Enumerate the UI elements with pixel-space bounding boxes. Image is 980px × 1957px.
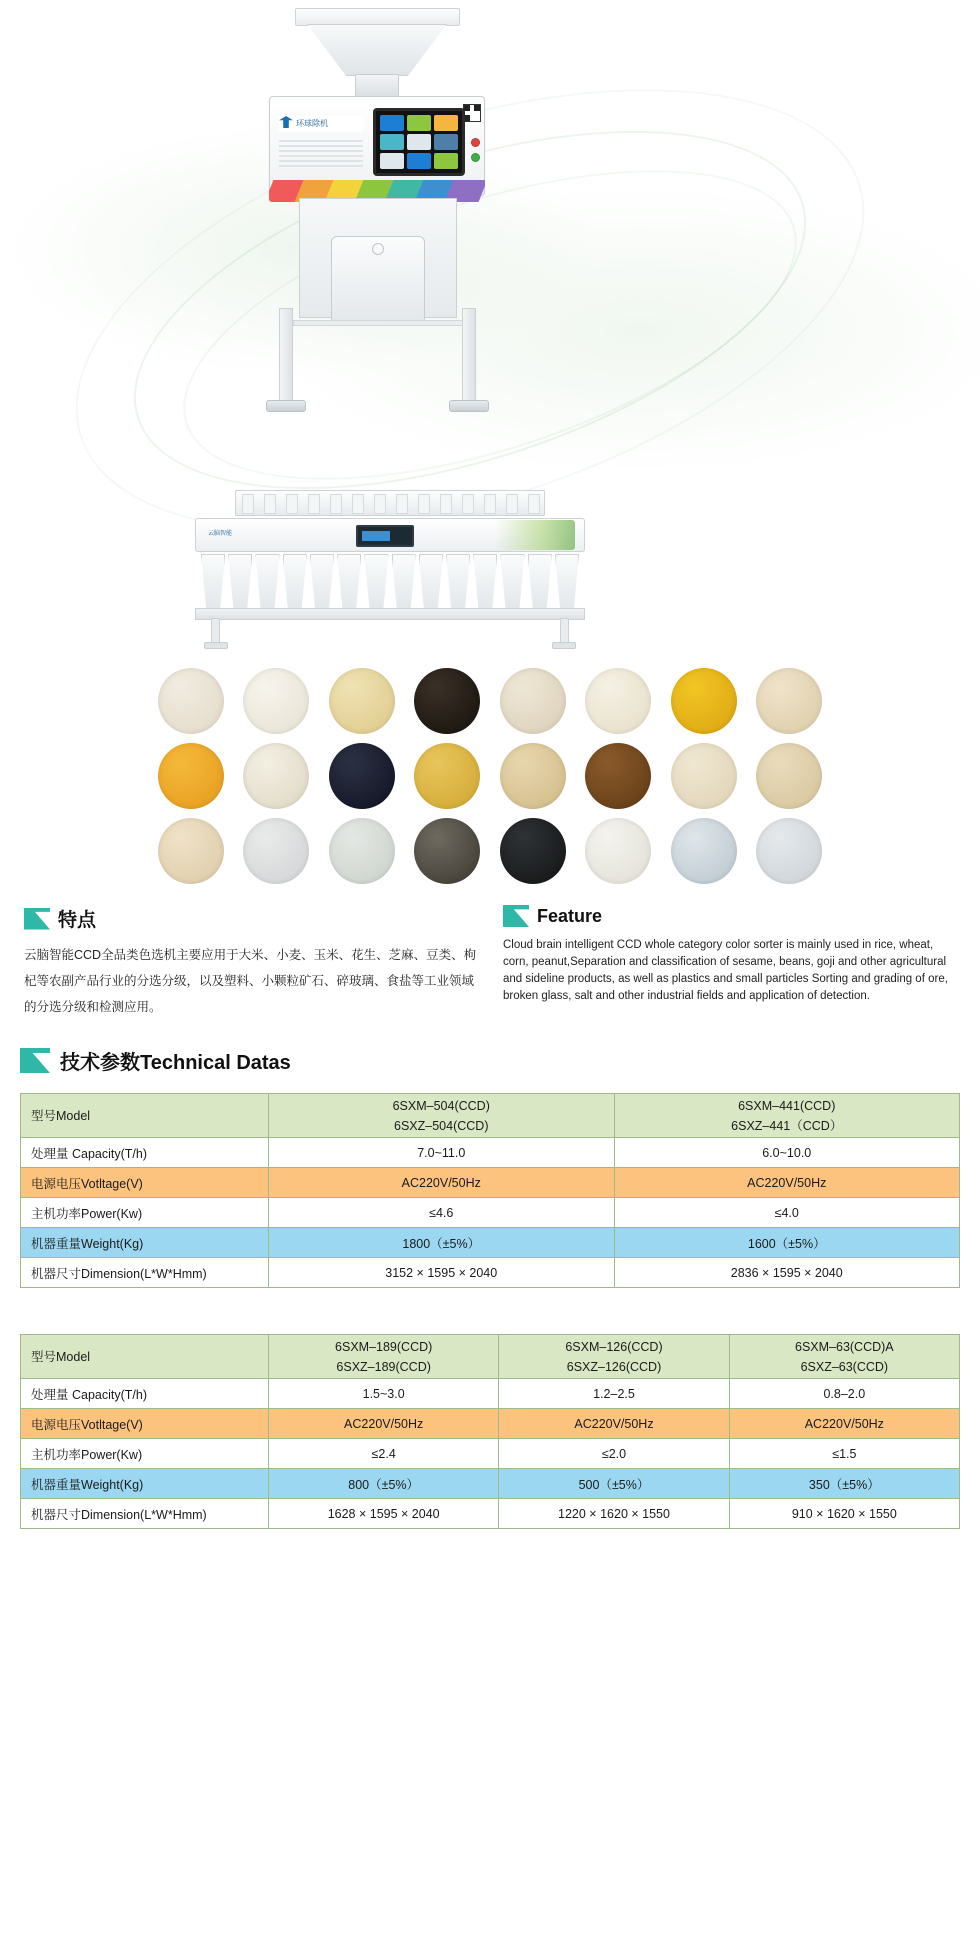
wide-touchscreen[interactable] bbox=[356, 525, 414, 547]
product-sample bbox=[578, 818, 660, 887]
product-sample-image bbox=[243, 818, 309, 884]
product-sample-image bbox=[756, 668, 822, 734]
product-sample-image bbox=[500, 668, 566, 734]
spec-cell: 500（±5%） bbox=[499, 1469, 729, 1499]
product-sample bbox=[321, 668, 403, 737]
feature-en-title: Feature bbox=[537, 905, 603, 926]
spec-cell: 2836 × 1595 × 2040 bbox=[614, 1258, 960, 1288]
product-sample bbox=[663, 668, 745, 737]
product-sample bbox=[150, 743, 232, 812]
spec-cell: 0.8–2.0 bbox=[729, 1379, 959, 1409]
qr-code-icon bbox=[463, 104, 481, 122]
spec-cell: ≤4.0 bbox=[614, 1198, 960, 1228]
spec-cell: 1.2–2.5 bbox=[499, 1379, 729, 1409]
product-sample bbox=[236, 743, 318, 812]
spec-cell: 6SXM–63(CCD)A 6SXZ–63(CCD) bbox=[729, 1335, 959, 1379]
spec-cell: AC220V/50Hz bbox=[614, 1168, 960, 1198]
product-sample bbox=[321, 743, 403, 812]
product-sample bbox=[407, 818, 489, 887]
hopper-neck bbox=[355, 74, 399, 98]
vent-slots bbox=[279, 140, 363, 164]
product-sample-image bbox=[585, 668, 651, 734]
wide-color-sorter-image bbox=[195, 490, 585, 650]
spec-cell: ≤2.0 bbox=[499, 1439, 729, 1469]
spec-cell: 910 × 1620 × 1550 bbox=[729, 1499, 959, 1529]
spec-row-label: 型号Model bbox=[21, 1094, 269, 1138]
product-sample bbox=[578, 668, 660, 737]
spec-row bbox=[21, 1198, 960, 1228]
product-sample-image bbox=[756, 818, 822, 884]
product-sample bbox=[407, 668, 489, 737]
machine-foot-left bbox=[266, 400, 306, 412]
spec-cell: 6.0~10.0 bbox=[614, 1138, 960, 1168]
spec-row bbox=[21, 1258, 960, 1288]
feature-column-en bbox=[503, 905, 956, 1020]
spec-cell: 800（±5%） bbox=[269, 1469, 499, 1499]
spec-row-label: 电源电压Votltage(V) bbox=[21, 1409, 269, 1439]
feature-cn-title: 特点 bbox=[58, 910, 97, 931]
product-sample-image bbox=[500, 743, 566, 809]
spec-cell: 1600（±5%） bbox=[614, 1228, 960, 1258]
product-sample-image bbox=[414, 818, 480, 884]
product-sample-image bbox=[243, 743, 309, 809]
product-sample-image bbox=[585, 743, 651, 809]
tech-data-title: 技术参数Technical Datas bbox=[60, 1052, 291, 1074]
machine-base bbox=[195, 608, 585, 620]
spec-row-label: 主机功率Power(Kw) bbox=[21, 1198, 269, 1228]
product-sample-image bbox=[671, 818, 737, 884]
product-sample bbox=[663, 818, 745, 887]
spec-cell: ≤2.4 bbox=[269, 1439, 499, 1469]
product-sample bbox=[492, 668, 574, 737]
product-sample-image bbox=[329, 743, 395, 809]
feature-section bbox=[0, 887, 980, 1020]
machine-leg-right bbox=[462, 308, 476, 404]
spec-row bbox=[21, 1335, 960, 1379]
spec-cell: 7.0~11.0 bbox=[269, 1138, 615, 1168]
machine-leg-left bbox=[279, 308, 293, 404]
spec-row bbox=[21, 1469, 960, 1499]
spec-row bbox=[21, 1138, 960, 1168]
feed-hopper bbox=[307, 24, 447, 76]
product-sample bbox=[150, 818, 232, 887]
product-sample-image bbox=[585, 818, 651, 884]
spec-row-label: 主机功率Power(Kw) bbox=[21, 1439, 269, 1469]
product-sample bbox=[578, 743, 660, 812]
spec-row bbox=[21, 1094, 960, 1138]
spec-cell: AC220V/50Hz bbox=[269, 1168, 615, 1198]
flag-icon bbox=[20, 1048, 50, 1073]
spec-row bbox=[21, 1228, 960, 1258]
product-sample bbox=[236, 668, 318, 737]
spec-cell: 350（±5%） bbox=[729, 1469, 959, 1499]
tech-data-heading bbox=[0, 1020, 980, 1075]
spec-row-label: 机器重量Weight(Kg) bbox=[21, 1469, 269, 1499]
product-sample bbox=[492, 818, 574, 887]
vertical-color-sorter-image bbox=[255, 8, 500, 418]
product-sample-image bbox=[329, 668, 395, 734]
start-button-green[interactable] bbox=[471, 153, 480, 162]
spec-cell: 1628 × 1595 × 2040 bbox=[269, 1499, 499, 1529]
wide-foot-left bbox=[204, 642, 228, 649]
wide-leg-right bbox=[560, 618, 569, 644]
product-sample-image bbox=[158, 668, 224, 734]
machine-foot-right bbox=[449, 400, 489, 412]
product-sample bbox=[236, 818, 318, 887]
product-sample bbox=[150, 668, 232, 737]
spec-row-label: 型号Model bbox=[21, 1335, 269, 1379]
spec-cell: 1.5~3.0 bbox=[269, 1379, 499, 1409]
brand-name: 环球除机 bbox=[296, 119, 328, 128]
logo-mark-icon bbox=[279, 116, 293, 128]
feature-en-heading bbox=[503, 905, 956, 927]
product-sample bbox=[663, 743, 745, 812]
spec-row-label: 机器重量Weight(Kg) bbox=[21, 1228, 269, 1258]
product-sample bbox=[492, 743, 574, 812]
spec-cell: AC220V/50Hz bbox=[499, 1409, 729, 1439]
product-sample-image bbox=[329, 818, 395, 884]
spec-cell: 6SXM–126(CCD) 6SXZ–126(CCD) bbox=[499, 1335, 729, 1379]
product-sample-image bbox=[500, 818, 566, 884]
spec-cell: AC220V/50Hz bbox=[269, 1409, 499, 1439]
spec-cell: 1800（±5%） bbox=[269, 1228, 615, 1258]
spec-row-label: 机器尺寸Dimension(L*W*Hmm) bbox=[21, 1258, 269, 1288]
top-rail bbox=[235, 490, 545, 516]
spec-row-label: 机器尺寸Dimension(L*W*Hmm) bbox=[21, 1499, 269, 1529]
spec-row bbox=[21, 1499, 960, 1529]
stop-button-red[interactable] bbox=[471, 138, 480, 147]
product-sample-image bbox=[756, 743, 822, 809]
feature-cn-text: 云脑智能CCD全品类色选机主要应用于大米、小麦、玉米、花生、芝麻、豆类、枸杞等农副产品行业的分选分级，以及塑料、小颗粒矿石、碎玻璃、食盐等工业领域的分选分级和检测应用。 bbox=[24, 948, 477, 1014]
product-sample-image bbox=[671, 743, 737, 809]
spec-row-label: 处理量 Capacity(T/h) bbox=[21, 1379, 269, 1409]
product-sample-image bbox=[414, 743, 480, 809]
wide-foot-right bbox=[552, 642, 576, 649]
spec-table-large-models bbox=[20, 1093, 960, 1288]
wide-leg-left bbox=[211, 618, 220, 644]
spec-row bbox=[21, 1439, 960, 1469]
touchscreen-display[interactable] bbox=[373, 108, 465, 176]
product-sample-image bbox=[414, 668, 480, 734]
product-sample bbox=[749, 668, 831, 737]
product-sample-image bbox=[243, 668, 309, 734]
product-sample bbox=[321, 818, 403, 887]
cross-brace bbox=[293, 320, 463, 326]
spec-cell: ≤1.5 bbox=[729, 1439, 959, 1469]
spec-cell: 6SXM–441(CCD) 6SXZ–441（CCD） bbox=[614, 1094, 960, 1138]
product-sample bbox=[407, 743, 489, 812]
spec-cell: ≤4.6 bbox=[269, 1198, 615, 1228]
brand-logo bbox=[279, 116, 363, 132]
product-sample bbox=[749, 743, 831, 812]
flag-icon bbox=[24, 908, 50, 930]
spec-cell: 1220 × 1620 × 1550 bbox=[499, 1499, 729, 1529]
hero-illustration bbox=[0, 0, 980, 660]
spec-cell: AC220V/50Hz bbox=[729, 1409, 959, 1439]
spec-row bbox=[21, 1168, 960, 1198]
spec-row-label: 电源电压Votltage(V) bbox=[21, 1168, 269, 1198]
collection-drum bbox=[331, 236, 425, 324]
feature-en-text: Cloud brain intelligent CCD whole category color sorter is mainly used in rice, wheat, corn, peanut,Separation and classification of sesame, beans, goji and other agricultural and sideline products, as well as plastics and small particles Sorting and grading of ore, broken glass, salt and other industrial fields and application of detection. bbox=[503, 939, 948, 1002]
feature-cn-heading bbox=[24, 905, 477, 932]
green-accent-stripe bbox=[495, 520, 575, 550]
flag-icon bbox=[503, 905, 529, 927]
chute-array bbox=[201, 554, 579, 610]
spec-row-label: 处理量 Capacity(T/h) bbox=[21, 1138, 269, 1168]
spec-row bbox=[21, 1409, 960, 1439]
feature-column-cn bbox=[24, 905, 477, 1020]
spec-row bbox=[21, 1379, 960, 1409]
spec-cell: 6SXM–504(CCD) 6SXZ–504(CCD) bbox=[269, 1094, 615, 1138]
product-sample-grid bbox=[150, 668, 830, 887]
product-sample-image bbox=[671, 668, 737, 734]
hopper-top bbox=[295, 8, 460, 26]
product-sample-image bbox=[158, 743, 224, 809]
product-sample bbox=[749, 818, 831, 887]
control-buttons[interactable] bbox=[471, 138, 480, 168]
product-sample-image bbox=[158, 818, 224, 884]
wide-brand-name: 云脑智能 bbox=[208, 531, 233, 537]
spec-cell: 6SXM–189(CCD) 6SXZ–189(CCD) bbox=[269, 1335, 499, 1379]
spec-cell: 3152 × 1595 × 2040 bbox=[269, 1258, 615, 1288]
spec-table-small-models bbox=[20, 1334, 960, 1529]
